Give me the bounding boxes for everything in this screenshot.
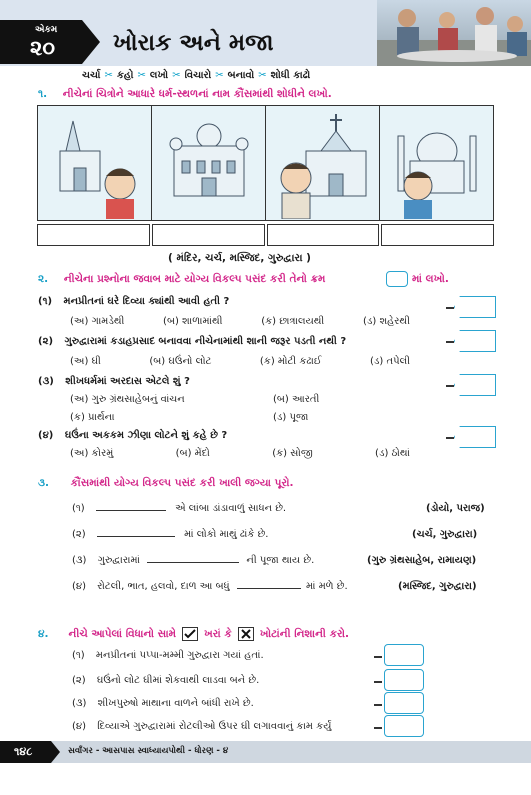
pointer-dash bbox=[374, 727, 382, 729]
question-1-heading bbox=[38, 88, 332, 101]
family-dining-photo bbox=[377, 0, 531, 66]
question-4-heading bbox=[38, 627, 349, 641]
q2-item-3 bbox=[38, 376, 190, 387]
question-number: ૨. bbox=[38, 273, 49, 285]
pointer-dash bbox=[446, 437, 454, 439]
answer-sample-box bbox=[386, 271, 408, 287]
question-text-mid: ખરાં કે bbox=[204, 627, 232, 640]
pointer-dash bbox=[374, 681, 382, 683]
question-text: કૌંસમાંથી યોગ્ય વિકલ્પ પસંદ કરી ખાલી જગ્યા પૂરો. bbox=[70, 477, 294, 489]
option: (બ) ઘઉંનો લોટ bbox=[149, 356, 212, 367]
item-number: (૩) bbox=[72, 555, 87, 566]
q4-answer-box-4[interactable] bbox=[384, 715, 424, 737]
pointer-dash bbox=[446, 341, 454, 343]
answer-box-mosque[interactable] bbox=[381, 224, 494, 246]
q2-item-4-options bbox=[70, 448, 410, 459]
fill-blank[interactable] bbox=[237, 588, 301, 589]
option: (ડ) તપેલી bbox=[369, 356, 410, 367]
q2-item-3-option-a: (અ) ગુરુ ગ્રંથસાહેબનું વાંચન bbox=[70, 394, 185, 405]
item-statement: દિવ્યાએ ગુરુદ્વારામાં રોટલીઓ ઉપર ઘી લગાવવાનું કામ કર્યું bbox=[97, 721, 332, 732]
answer-box-church[interactable] bbox=[267, 224, 380, 246]
option: (ડ) ઠોથાં bbox=[375, 448, 410, 459]
item-statement: ઘઉંનો લોટ ઘીમાં શેકવાથી લાડવા બને છે. bbox=[96, 675, 260, 686]
pointer-dash bbox=[446, 307, 454, 309]
question-text: નીચે આપેલાં વિધાનો સામે bbox=[68, 627, 177, 640]
page-number: ૧૪૮ bbox=[14, 745, 33, 758]
q2-answer-box-2[interactable] bbox=[454, 330, 496, 352]
item-number: (૩) bbox=[72, 698, 87, 709]
chapter-title: ખોરાક અને મજા bbox=[113, 30, 274, 56]
item-number: (૧) bbox=[72, 650, 85, 661]
skills-strip bbox=[82, 70, 310, 81]
q2-item-2-options bbox=[70, 356, 410, 367]
pointer-dash bbox=[374, 704, 382, 706]
question-text: નીચેનાં ચિત્રોને આધારે ધર્મ-સ્થળનાં નામ કૌંસમાંથી શોધીને લખો. bbox=[62, 88, 332, 100]
church-picture bbox=[266, 106, 380, 220]
scissor-icon: ✂ bbox=[104, 70, 113, 81]
option: (અ) કોરમું bbox=[70, 448, 114, 459]
option: (ક) છાત્રાલયથી bbox=[261, 316, 325, 327]
answer-box-gurudwara[interactable] bbox=[152, 224, 265, 246]
item-number: (૨) bbox=[72, 675, 86, 686]
q4-answer-box-1[interactable] bbox=[384, 644, 424, 666]
item-text: રોટલી, ભાત, હલવો, દાળ આ બધું bbox=[97, 581, 230, 592]
q2-item-2 bbox=[38, 336, 346, 347]
mosque-picture bbox=[380, 106, 493, 220]
q2-item-4 bbox=[38, 430, 227, 441]
item-text: માં મળે છે. bbox=[306, 581, 348, 592]
pointer-dash bbox=[374, 656, 382, 658]
question-number: ૧. bbox=[38, 88, 48, 100]
q4-item-1 bbox=[72, 650, 264, 661]
q2-item-1-options bbox=[70, 316, 410, 327]
cross-mark-icon bbox=[238, 627, 254, 641]
chapter-header bbox=[0, 0, 531, 66]
q3-item-1 bbox=[72, 503, 286, 514]
option: (અ) ગામડેથી bbox=[70, 316, 125, 327]
q3-item-4 bbox=[72, 581, 348, 592]
footer-text: સર્વાંગર - આસપાસ સ્વાધ્યાયપોથી - ધોરણ - ૪ bbox=[68, 746, 229, 756]
q4-item-4 bbox=[72, 721, 331, 732]
pointer-dash bbox=[446, 385, 454, 387]
q1-options: ( મંદિર, ચર્ચ, મસ્જિદ, ગુરુદ્વારા ) bbox=[168, 252, 311, 264]
item-number: (૧) bbox=[38, 296, 53, 307]
check-mark-icon bbox=[182, 627, 198, 641]
gurudwara-picture bbox=[152, 106, 266, 220]
item-text: ગુરુદ્વારામાં bbox=[97, 555, 140, 566]
q2-item-3-option-b: (બ) આરતી bbox=[273, 394, 320, 405]
item-text: એ લાંબા ડાંડાવાળું સાધન છે. bbox=[175, 503, 287, 514]
item-number: (૩) bbox=[38, 376, 54, 387]
item-number: (૧) bbox=[72, 503, 85, 514]
q2-item-3-option-d: (ડ) પૂજા bbox=[273, 412, 309, 423]
skill-find: શોધી કાઢો bbox=[270, 70, 311, 81]
item-number: (૨) bbox=[38, 336, 54, 347]
temple-picture bbox=[38, 106, 152, 220]
q3-item-4-hint: (મસ્જિદ, ગુરુદ્વારા) bbox=[398, 581, 477, 592]
q2-answer-box-3[interactable] bbox=[454, 374, 496, 396]
q2-item-3-option-c: (ક) પ્રાર્થના bbox=[70, 412, 115, 423]
item-text: ની પૂજા થાય છે. bbox=[246, 555, 315, 566]
item-number: (૪) bbox=[38, 430, 54, 441]
answer-box-temple[interactable] bbox=[37, 224, 150, 246]
question-number: ૩. bbox=[38, 477, 49, 489]
item-question: મનપ્રીતનાં ઘરે દિવ્યા ક્યાંથી આવી હતી ? bbox=[63, 296, 230, 307]
fill-blank[interactable] bbox=[96, 510, 166, 511]
q3-item-2-hint: (ચર્ચ, ગુરુદ્વારા) bbox=[412, 529, 478, 540]
religious-places-pictures bbox=[37, 105, 494, 221]
question-2-tail bbox=[412, 273, 449, 286]
skill-say: કહો bbox=[116, 70, 134, 81]
item-question: ગુરુદ્વારામાં કડાહપ્રસાદ બનાવવા નીચેનામાંથી શાની જરૂર પડતી નથી ? bbox=[64, 336, 347, 347]
q2-item-1 bbox=[38, 296, 229, 307]
q4-answer-box-3[interactable] bbox=[384, 692, 424, 714]
item-statement: મનપ્રીતનાં પપ્પા-મમ્મી ગુરુદ્વારા ગયાં હતાં. bbox=[95, 650, 264, 661]
q2-answer-box-1[interactable] bbox=[454, 296, 496, 318]
scissor-icon: ✂ bbox=[172, 70, 181, 81]
scissor-icon: ✂ bbox=[137, 70, 146, 81]
option: (બ) શાળામાંથી bbox=[163, 316, 223, 327]
option: (બ) મેંદો bbox=[175, 448, 210, 459]
q2-answer-box-4[interactable] bbox=[454, 426, 496, 448]
skill-think: વિચારો bbox=[184, 70, 212, 81]
skill-make: બનાવો bbox=[227, 70, 255, 81]
q4-item-2 bbox=[72, 675, 259, 686]
item-question: શીખધર્મમાં અરદાસ એટલે શું ? bbox=[65, 376, 190, 387]
q4-answer-box-2[interactable] bbox=[384, 669, 424, 691]
scissor-icon: ✂ bbox=[258, 70, 267, 81]
fill-blank[interactable] bbox=[97, 536, 175, 537]
option: (ક) સોજી bbox=[272, 448, 313, 459]
unit-number: ૨૦ bbox=[30, 36, 55, 60]
question-text: નીચેના પ્રશ્નોના જવાબ માટે યોગ્ય વિકલ્પ પસંદ કરી તેનો ક્રમ bbox=[63, 273, 326, 285]
item-question: ઘઉંના અકકમ ઝીણા લોટને શું કહે છે ? bbox=[64, 430, 228, 441]
option: (અ) ઘી bbox=[70, 356, 101, 367]
skill-discuss: ચર્ચા bbox=[82, 70, 101, 81]
skill-write: લખો bbox=[149, 70, 169, 81]
question-text-tail: ખોટાંની નિશાની કરો. bbox=[259, 627, 350, 640]
question-text-tail: માં લખો. bbox=[412, 273, 449, 285]
option: (ક) મોટી કઢાઈ bbox=[259, 356, 322, 367]
q3-item-2 bbox=[72, 529, 268, 540]
item-number: (૪) bbox=[72, 581, 87, 592]
unit-label: એકમ bbox=[35, 25, 58, 35]
fill-blank[interactable] bbox=[147, 562, 239, 563]
item-number: (૪) bbox=[72, 721, 87, 732]
q3-item-1-hint: (ડોયો, પરાજ) bbox=[426, 503, 485, 514]
item-statement: શીખપુરુષો માથાના વાળને બાંધી રાખે છે. bbox=[97, 698, 254, 709]
item-text: માં લોકો માથું ઢાંકે છે. bbox=[184, 529, 269, 540]
question-number: ૪. bbox=[38, 627, 49, 640]
q4-item-3 bbox=[72, 698, 254, 709]
q3-item-3 bbox=[72, 555, 314, 566]
scissor-icon: ✂ bbox=[215, 70, 224, 81]
question-2-heading bbox=[38, 273, 325, 286]
answer-boxes-row bbox=[37, 224, 494, 246]
option: (ડ) શહેરથી bbox=[362, 316, 410, 327]
item-number: (૨) bbox=[72, 529, 86, 540]
q3-item-3-hint: (ગુરુ ગ્રંથસાહેબ, રામાયણ) bbox=[367, 555, 477, 566]
question-3-heading bbox=[38, 477, 294, 490]
